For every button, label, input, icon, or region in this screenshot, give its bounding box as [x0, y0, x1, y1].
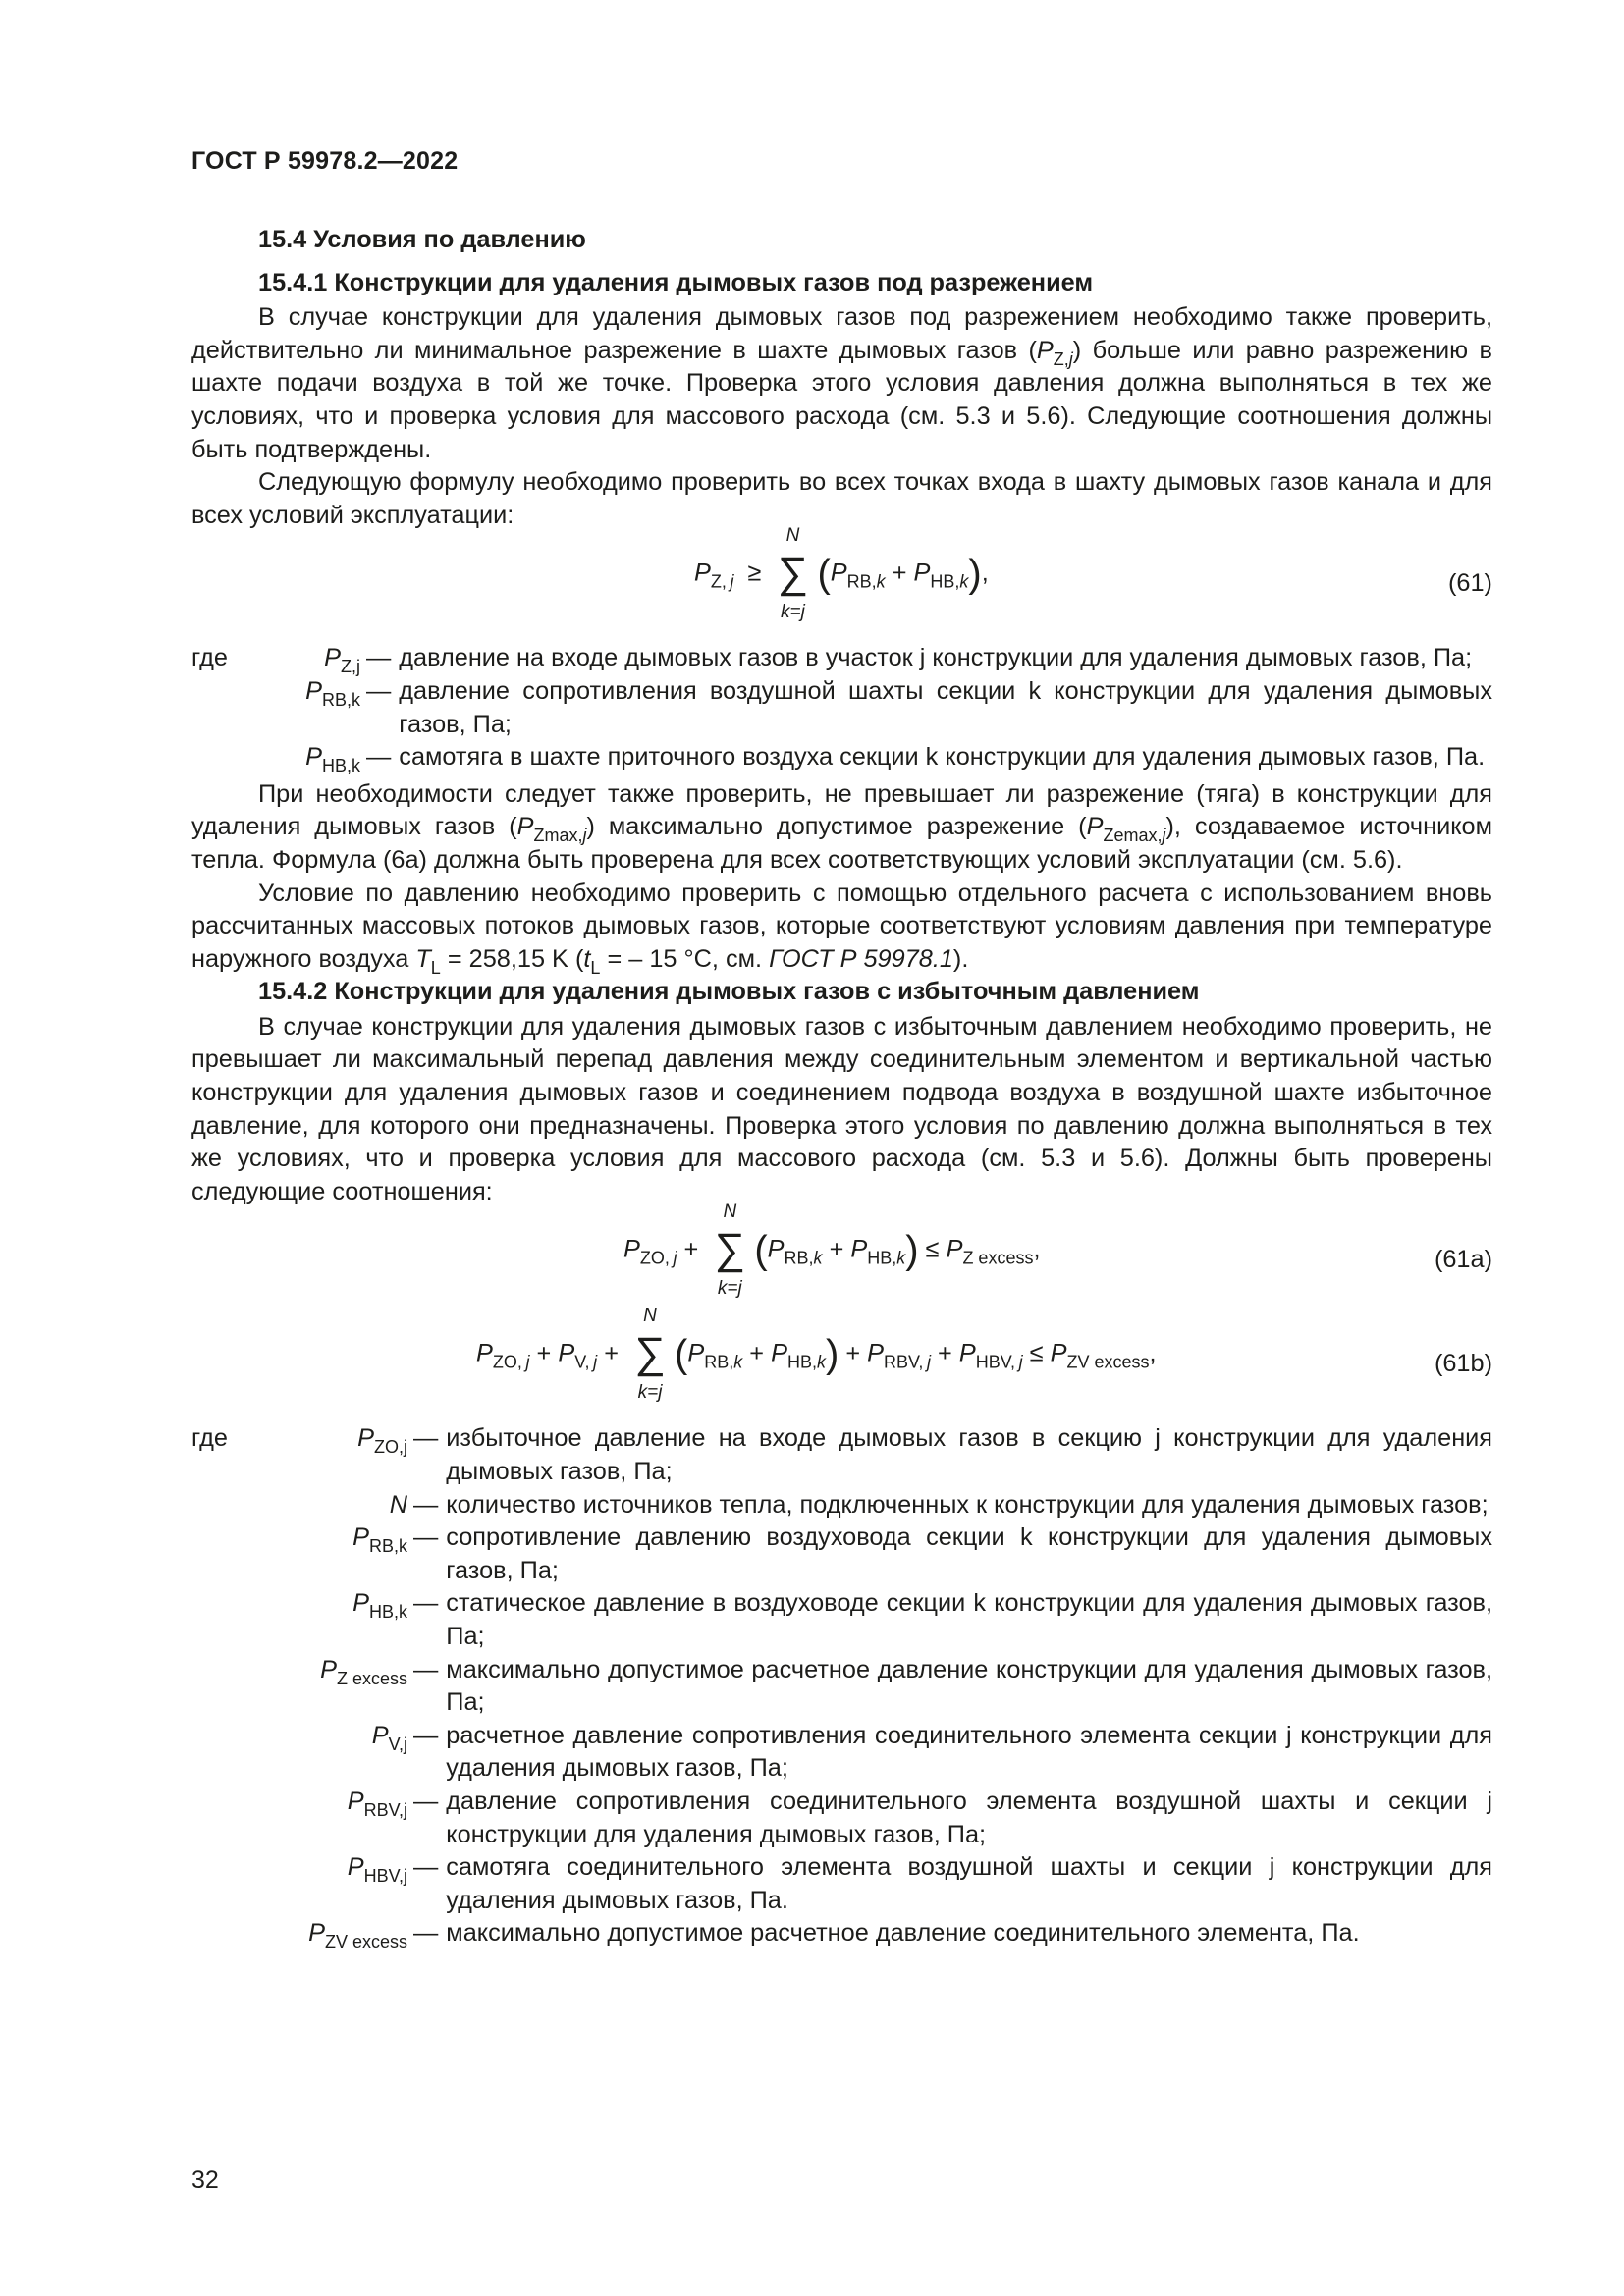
formula-expression: $P_{ZO, j} + P_{V, j}$ + N ∑ k=j $(P_{RB,k} + P_{HB,k}) + P_{RBV, j} + P_{HBV, j} \le P_{ZV excess}$,	[476, 1306, 1157, 1404]
definition-symbol: $P_{Z,j}$	[324, 644, 360, 677]
paragraph: В случае конструкции для удаления дымовых газов с избыточным давлением необходимо проверить, не превышает ли максимальный перепад давления между соединительным элементом и вертикальной частью конструкции для удаления дымовых газов и соединением подвода воздуха в воздушной шахте избыточное давление, для которого они предназначены. Проверка этого условия по давлению должна выполняться в тех же условиях, что и проверка условия для массового расхода (см. 5.3 и 5.6). Должны быть проверены следующие соотношения:	[191, 1012, 1492, 1205]
definition-symbol: $P_{HB,k}$	[352, 1589, 407, 1623]
definition-item: $P_{RBV,j}$ — давление сопротивления соединительного элемента воздушной шахты и секции j конструкции для удаления дымовых газов, Па;	[191, 1786, 1492, 1851]
formula-number: (61)	[1448, 569, 1492, 598]
paragraph: В случае конструкции для удаления дымовых газов под разрежением необходимо также проверить, действительно ли минимальное разрежение в шахте дымовых газов $(P_{Z,j})$ больше или равно разрежению в шахте подачи воздуха в той же точке. Проверка этого условия давления должна выполняться в тех же условиях, что и проверка условия для массового расхода (см. 5.3 и 5.6). Следующие соотношения должны быть подтверждены.	[191, 303, 1492, 463]
definition-symbol: N	[389, 1490, 407, 1519]
definition-item: где $P_{Z,j}$ — давление на входе дымовых газов в участок j конструкции для удаления дымовых газов, Па;	[191, 642, 1492, 675]
definition-text: количество источников тепла, подключенных к конструкции для удаления дымовых газов;	[446, 1490, 1489, 1519]
definition-item: где $P_{ZO,j}$ — избыточное давление на входе дымовых газов в секцию j конструкции для удаления дымовых газов, Па;	[191, 1422, 1492, 1488]
definition-text: самотяга соединительного элемента воздушной шахты и секции j конструкции для удаления дымовых газов, Па.	[446, 1853, 1492, 1914]
definition-item: $P_{Z excess}$ — максимально допустимое расчетное давление конструкции для удаления дымовых газов, Па;	[191, 1654, 1492, 1720]
definition-symbol: $P_{RB,k}$	[305, 676, 360, 710]
summation: N ∑ k=j	[714, 1201, 746, 1300]
definition-symbol: $P_{ZO,j}$	[357, 1424, 407, 1458]
definition-text: сопротивление давлению воздуховода секции k конструкции для удаления дымовых газов, Па;	[446, 1523, 1492, 1584]
definitions-list	[191, 1422, 1492, 1950]
definition-symbol: $P_{Z excess}$	[320, 1655, 407, 1688]
summation: N ∑ k=j	[634, 1306, 666, 1404]
page-number: 32	[191, 2166, 219, 2194]
section-15-4-title: 15.4 Условия по давлению	[258, 226, 586, 253]
definition-text: самотяга в шахте приточного воздуха секции k конструкции для удаления дымовых газов, Па.	[399, 743, 1486, 772]
definition-symbol: $P_{RBV,j}$	[347, 1787, 407, 1820]
definition-text: избыточное давление на входе дымовых газов в секцию j конструкции для удаления дымовых газов, Па;	[446, 1424, 1492, 1486]
where-label: где	[191, 644, 228, 672]
definition-symbol: $P_{HB,k}$	[305, 743, 360, 776]
definition-text: давление сопротивления воздушной шахты секции k конструкции для удаления дымовых газов, Па;	[399, 676, 1492, 738]
formula-61	[191, 525, 1492, 632]
definition-symbol: $P_{V,j}$	[371, 1721, 407, 1754]
definition-item: $P_{RB,k}$ — давление сопротивления воздушной шахты секции k конструкции для удаления дымовых газов, Па;	[191, 675, 1492, 741]
definition-text: давление на входе дымовых газов в участок j конструкции для удаления дымовых газов, Па;	[399, 644, 1473, 672]
paragraph: При необходимости следует также проверить, не превышает ли разрежение (тяга) в конструкции для удаления дымовых газов $(P_{Zmax,j})$ максимально допустимое разрежение $(P_{Zemax,j})$, создаваемое источником тепла. Формула (6а) должна быть проверена для всех соответствующих условий эксплуатации (см. 5.6).	[191, 779, 1493, 874]
definition-text: максимально допустимое расчетное давление соединительного элемента, Па.	[446, 1919, 1360, 1948]
document-code: ГОСТ Р 59978.2—2022	[191, 147, 459, 175]
definition-item: N — количество источников тепла, подключенных к конструкции для удаления дымовых газов;	[191, 1489, 1492, 1522]
definitions-list	[191, 642, 1492, 774]
formula-expression: $P_{Z, j}$ ≥ N ∑ k=j $(P_{RB,k} + P_{HB,k})$,	[694, 525, 989, 622]
definition-item: $P_{V,j}$ — расчетное давление сопротивления соединительного элемента секции j конструкции для удаления дымовых газов, Па;	[191, 1720, 1492, 1786]
paragraph: Следующую формулу необходимо проверить во всех точках входа в шахту дымовых газов канала и для всех условий эксплуатации:	[191, 468, 1492, 529]
standard-reference: ГОСТ Р 59978.1	[769, 944, 953, 973]
definition-text: расчетное давление сопротивления соединительного элемента секции j конструкции для удаления дымовых газов, Па;	[446, 1721, 1492, 1783]
definition-text: давление сопротивления соединительного элемента воздушной шахты и секции j конструкции для удаления дымовых газов, Па;	[446, 1787, 1492, 1848]
formula-61a	[191, 1201, 1492, 1308]
definition-symbol: $P_{ZV excess}$	[308, 1919, 407, 1952]
formula-expression: $P_{ZO, j}$ + N ∑ k=j $(P_{RB,k} + P_{HB,k}) \le P_{Z excess}$,	[623, 1201, 1041, 1300]
formula-number: (61b)	[1434, 1350, 1492, 1378]
section-15-4-1-title: 15.4.1 Конструкции для удаления дымовых газов под разрежением	[258, 268, 1094, 296]
definition-item: $P_{HBV,j}$ — самотяга соединительного элемента воздушной шахты и секции j конструкции для удаления дымовых газов, Па.	[191, 1851, 1492, 1917]
summation: N ∑ k=j	[777, 525, 809, 622]
paragraph: Условие по давлению необходимо проверить с помощью отдельного расчета с использованием вновь рассчитанных массовых потоков дымовых газов, которые соответствуют условиям давления при температуре наружного воздуха $T_L = 258,15$ K ($t_L$ = – 15 °С, см. ГОСТ Р 59978.1).	[191, 879, 1492, 978]
definition-item: $P_{HB,k}$ — самотяга в шахте приточного воздуха секции k конструкции для удаления дымовых газов, Па.	[191, 741, 1492, 774]
page-content	[191, 224, 1492, 1954]
definition-text: максимально допустимое расчетное давление конструкции для удаления дымовых газов, Па;	[446, 1655, 1492, 1717]
formula-61b	[191, 1306, 1492, 1413]
definition-text: статическое давление в воздуховоде секции k конструкции для удаления дымовых газов, Па;	[446, 1589, 1492, 1650]
formula-number: (61а)	[1434, 1246, 1492, 1274]
where-label: где	[191, 1424, 228, 1453]
definition-item: $P_{ZV excess}$ — максимально допустимое расчетное давление соединительного элемента, Па.	[191, 1917, 1492, 1950]
definition-item: $P_{RB,k}$ — сопротивление давлению воздуховода секции k конструкции для удаления дымовых газов, Па;	[191, 1522, 1492, 1587]
definition-item: $P_{HB,k}$ — статическое давление в воздуховоде секции k конструкции для удаления дымовых газов, Па;	[191, 1587, 1492, 1653]
definition-symbol: $P_{RB,k}$	[352, 1523, 407, 1557]
definition-symbol: $P_{HBV,j}$	[347, 1853, 407, 1887]
section-15-4-2-title: 15.4.2 Конструкции для удаления дымовых газов с избыточным давлением	[258, 978, 1200, 1006]
